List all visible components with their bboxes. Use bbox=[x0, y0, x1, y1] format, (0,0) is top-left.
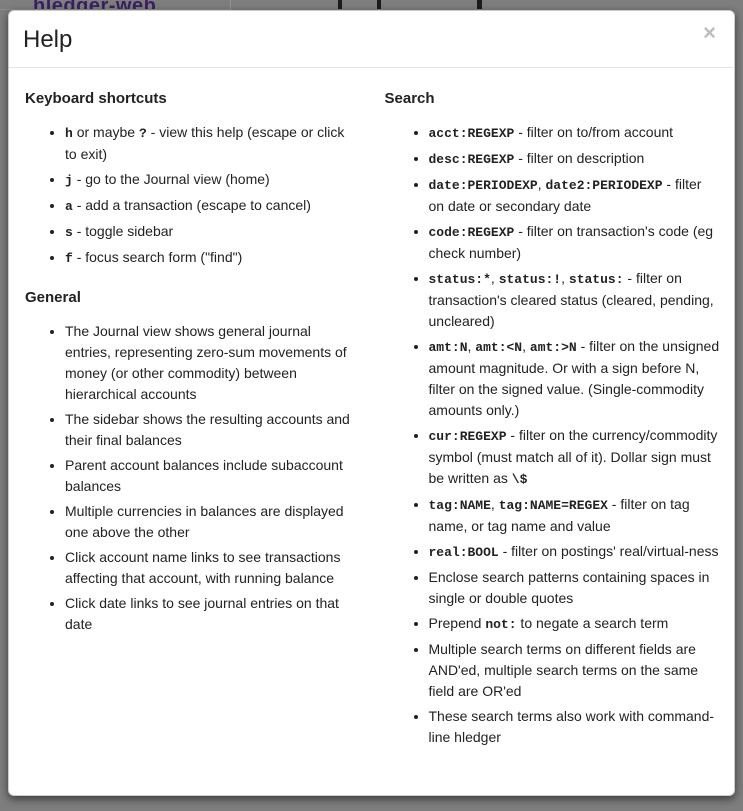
code-term: cur:REGEXP bbox=[428, 429, 507, 444]
help-item: • Prepend not: to negate a search term bbox=[429, 613, 721, 635]
code-term: date2:PERIODEXP bbox=[545, 178, 663, 193]
help-item: • The Journal view shows general journal entries, representing zero-sum movements of money (or other commodity) between hierarchical accounts bbox=[65, 321, 357, 405]
help-item: • j - go to the Journal view (home) bbox=[65, 169, 357, 191]
code-term: f bbox=[65, 251, 73, 266]
code-term: amt:<N bbox=[475, 340, 523, 355]
help-item: • desc:REGEXP - filter on description bbox=[429, 148, 721, 170]
code-term: s bbox=[65, 225, 73, 240]
code-term: status:! bbox=[498, 272, 562, 287]
code-term: a bbox=[65, 199, 73, 214]
code-term: status: bbox=[568, 272, 624, 287]
help-item: • a - add a transaction (escape to cancel) bbox=[65, 195, 357, 217]
modal-title: Help bbox=[23, 26, 73, 53]
help-column-right bbox=[373, 70, 721, 756]
modal-header bbox=[9, 11, 734, 68]
help-item: • real:BOOL - filter on postings' real/virtual-ness bbox=[429, 541, 721, 563]
code-term: status:* bbox=[428, 272, 491, 287]
help-item: • h or maybe ? - view this help (escape or click to exit) bbox=[65, 122, 357, 165]
code-term: acct:REGEXP bbox=[428, 126, 515, 141]
background-heading-fragment bbox=[477, 0, 482, 9]
code-term: amt:>N bbox=[529, 340, 577, 355]
modal-body bbox=[9, 68, 734, 756]
help-item: • s - toggle sidebar bbox=[65, 221, 357, 243]
close-button[interactable]: × bbox=[703, 20, 716, 45]
code-term: code:REGEXP bbox=[428, 225, 515, 240]
help-item: • f - focus search form ("find") bbox=[65, 247, 357, 269]
help-item: • Parent account balances include subaccount balances bbox=[65, 455, 357, 497]
background-heading-fragment bbox=[338, 0, 342, 9]
code-term: \$ bbox=[511, 472, 528, 487]
help-item: • Multiple currencies in balances are displayed one above the other bbox=[65, 501, 357, 543]
code-term: amt:N bbox=[428, 340, 468, 355]
background-heading-fragment bbox=[377, 0, 381, 9]
code-term: real:BOOL bbox=[428, 545, 499, 560]
help-item: • code:REGEXP - filter on transaction's code (eg check number) bbox=[429, 221, 721, 264]
help-item: • tag:NAME, tag:NAME=REGEX - filter on tag name, or tag name and value bbox=[429, 494, 721, 537]
code-term: h bbox=[65, 126, 73, 141]
help-item: • cur:REGEXP - filter on the currency/commodity symbol (must match all of it). Dollar sign must be written as \$ bbox=[429, 425, 721, 490]
help-item: • Click date links to see journal entries on that date bbox=[65, 593, 357, 635]
code-term: desc:REGEXP bbox=[428, 152, 515, 167]
help-item: • acct:REGEXP - filter on to/from account bbox=[429, 122, 721, 144]
code-term: date:PERIODEXP bbox=[428, 178, 538, 193]
help-item: • status:*, status:!, status: - filter on transaction's cleared status (cleared, pending, uncleared) bbox=[429, 268, 721, 332]
code-term: tag:NAME bbox=[428, 498, 491, 513]
section-heading: General bbox=[25, 289, 81, 306]
help-list bbox=[25, 122, 357, 269]
help-list bbox=[25, 321, 357, 635]
code-term: ? bbox=[138, 126, 147, 141]
code-term: tag:NAME=REGEX bbox=[498, 498, 608, 513]
help-modal bbox=[8, 10, 735, 796]
code-term: j bbox=[65, 173, 73, 188]
code-term: not: bbox=[485, 617, 517, 632]
help-item: • amt:N, amt:<N, amt:>N - filter on the unsigned amount magnitude. Or with a sign before N, filter on the signed value. (Single-commodity amounts only.) bbox=[429, 336, 721, 421]
help-item: • Click account name links to see transactions affecting that account, with running balance bbox=[65, 547, 357, 589]
help-item: • Multiple search terms on different fields are AND'ed, multiple search terms on the same field are OR'ed bbox=[429, 639, 721, 702]
help-item: • The sidebar shows the resulting accounts and their final balances bbox=[65, 409, 357, 451]
section-heading: Keyboard shortcuts bbox=[25, 90, 167, 107]
help-item: • Enclose search patterns containing spaces in single or double quotes bbox=[429, 567, 721, 609]
help-column-left bbox=[25, 70, 373, 756]
section-heading: Search bbox=[384, 90, 435, 107]
help-list bbox=[385, 122, 721, 748]
help-item: • date:PERIODEXP, date2:PERIODEXP - filter on date or secondary date bbox=[429, 174, 721, 217]
help-item: • These search terms also work with command-line hledger bbox=[429, 706, 721, 748]
